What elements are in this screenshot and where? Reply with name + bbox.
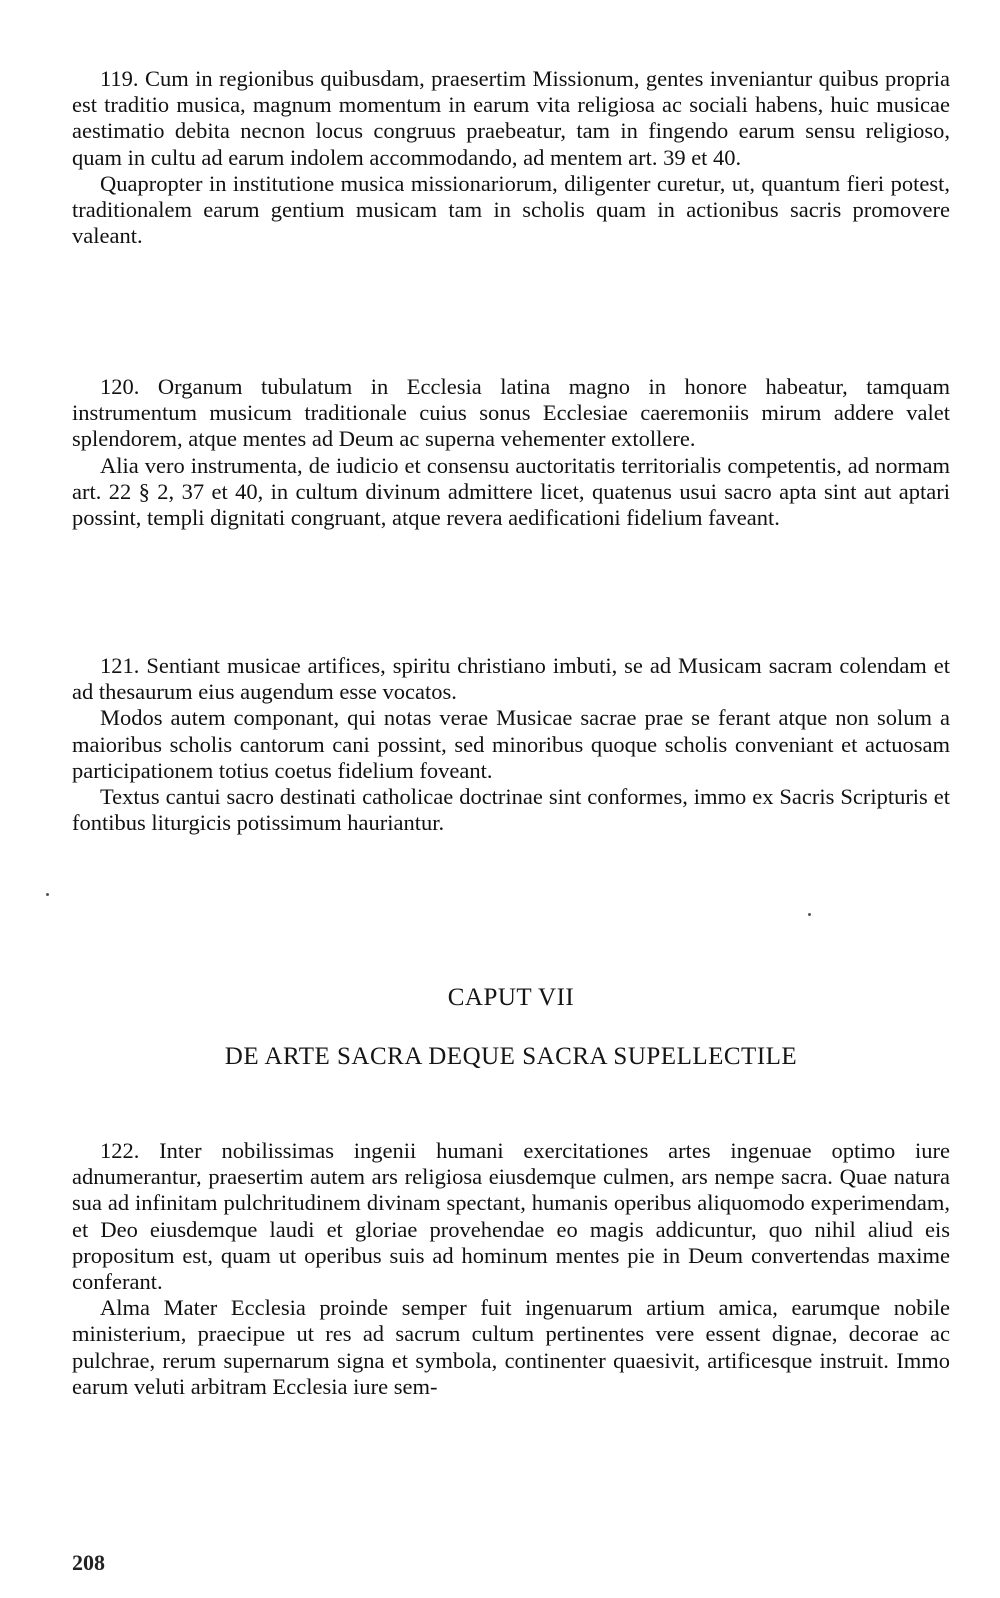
paragraph-120-2: Alia vero instrumenta, de iudicio et consensu auctoritatis territorialis competentis, ad normam art. 22 § 2, 37 et 40, in cultum divinum admittere licet, quatenus usui sacro apta sint aut aptari possint, templi dignitati congruant, atque revera aedificationi fidelium faveant.	[72, 452, 950, 531]
chapter-subtitle: DE ARTE SACRA DEQUE SACRA SUPELLECTILE	[224, 1043, 798, 1070]
page-number: 208	[72, 1550, 105, 1575]
section-121	[72, 653, 950, 836]
paragraph-122-1: 122. Inter nobilissimas ingenii humani exercitationes artes ingenuae optimo iure adnumerantur, praesertim autem ars religiosa eiusdemque culmen, ars nempe sacra. Quae natura sua ad infinitam pulchritudinem divinam spectant, humanis operibus aliquomodo experimendam, et Deo eiusdemque laudi et gloriae provehendae eo magis addicuntur, quo nihil aliud eis propositum est, quam ut operibus suis ad hominum mentes pie in Deum convertendas maxime conferant.	[72, 1138, 950, 1295]
scan-speck	[808, 913, 811, 916]
chapter-title: CAPUT VII	[447, 984, 575, 1011]
paragraph-119-1: 119. Cum in regionibus quibusdam, praesertim Missionum, gentes inveniantur quibus propria est traditio musica, magnum momentum in earum vita religiosa ac sociali habens, huic musicae aestimatio debita necnon locus congruus praebeatur, tam in fingendo earum sensu religioso, quam in cultu ad earum indolem accommodando, ad mentem art. 39 et 40.	[72, 66, 950, 170]
section-122	[72, 1138, 950, 1400]
paragraph-119-2: Quapropter in institutione musica missionariorum, diligenter curetur, ut, quantum fieri potest, traditionalem earum gentium musicam tam in scholis quam in actionibus sacris promovere valeant.	[72, 170, 950, 249]
paragraph-121-2: Modos autem componant, qui notas verae Musicae sacrae prae se ferant atque non solum a maioribus scholis cantorum cani possint, sed minoribus quoque scholis conveniant et actuosam participationem totius coetus fidelium foveant.	[72, 705, 950, 783]
paragraph-121-3: Textus cantui sacro destinati catholicae doctrinae sint conformes, immo ex Sacris Scripturis et fontibus liturgicis potissimum hauriantur.	[72, 784, 950, 836]
scan-speck	[46, 893, 49, 896]
section-119	[72, 66, 950, 249]
paragraph-122-2: Alma Mater Ecclesia proinde semper fuit ingenuarum artium amica, earumque nobile ministerium, praecipue ut res ad sacrum cultum pertinentes vere essent dignae, decorae ac pulchrae, rerum supernarum signa et symbola, continenter quaesivit, artificesque instruit. Immo earum veluti arbitram Ecclesia iure sem-	[72, 1295, 950, 1399]
section-120	[72, 374, 950, 531]
paragraph-121-1: 121. Sentiant musicae artifices, spiritu christiano imbuti, se ad Musicam sacram colendam et ad thesaurum eius augendum esse vocatos.	[72, 653, 950, 705]
paragraph-120-1: 120. Organum tubulatum in Ecclesia latina magno in honore habeatur, tamquam instrumentum musicum traditionale cuius sonus Ecclesiae caeremoniis mirum addere valet splendorem, atque mentes ad Deum ac superna vehementer extollere.	[72, 374, 950, 452]
